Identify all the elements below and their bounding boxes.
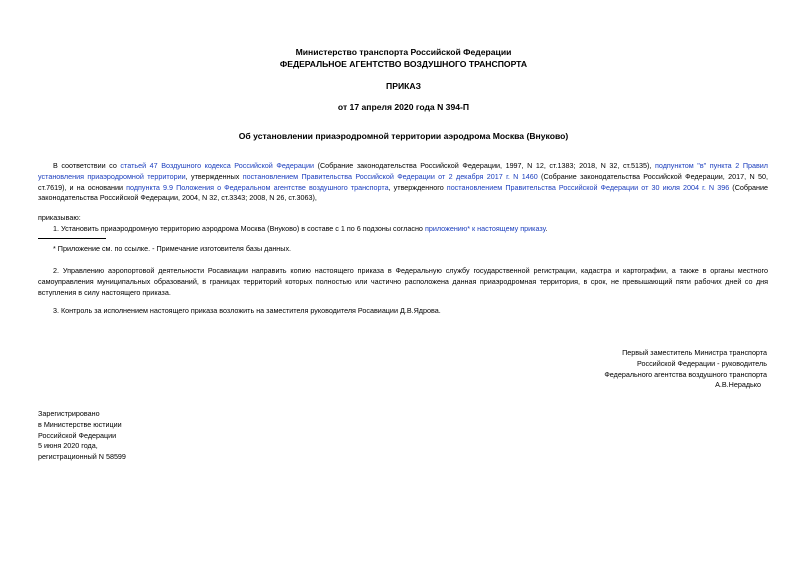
preamble-text: (Собрание законодательства Российской Федерации, 2004, N 32, ст.3343; 2008, N 26, ст.3063),	[38, 182, 768, 203]
preamble-text: , утвержденных	[185, 171, 243, 181]
item-2: 2. Управлению аэропортовой деятельности Росавиации направить копию настоящего приказа в Федеральную службу государственной регистрации, кадастра и картографии, а также в органы местного самоуправления муниципальных образований, в границах территорий которых полностью или частично расположена данная приаэродромная территория, в срок, не превышающий пяти рабочих дней со дня вступления в силу настоящего приказа.	[38, 266, 768, 297]
link-decree-1460[interactable]: постановлением Правительства Российской Федерации от 2 декабря 2017 г. N 1460	[242, 171, 538, 181]
signature-name: А.В.Нерадько	[715, 380, 761, 390]
registration-line-5: регистрационный N 58599	[38, 452, 126, 462]
doc-type: ПРИКАЗ	[386, 81, 421, 91]
signature-block	[507, 348, 767, 391]
preamble-text: В соответствии со	[53, 161, 121, 170]
item-3: 3. Контроль за исполнением настоящего приказа возложить на заместителя руководителя Росавиации Д.В.Ядрова.	[53, 306, 441, 315]
item-1	[38, 224, 768, 235]
signature-line-2: Российской Федерации - руководитель	[637, 358, 767, 368]
footnote: * Приложение см. по ссылке. - Примечание изготовителя базы данных.	[53, 244, 292, 253]
preamble-text: (Собрание законодательства Российской Федерации, 2017, N 50, ст.7619), и на основании	[38, 171, 769, 192]
preamble-text: (Собрание законодательства Российской Федерации, 1997, N 12, ст.1383; 2018, N 32, ст.5135),	[314, 161, 655, 170]
item-1-end: .	[545, 224, 548, 233]
link-regulation-9-9[interactable]: подпункта 9.9 Положения о Федеральном агентстве воздушного транспорта	[126, 182, 389, 192]
registration-line-3: Российской Федерации	[38, 430, 117, 440]
item-1-text: 1. Установить приаэродромную территорию аэродрома Москва (Внуково) в составе с 1 по 6 подзоны согласно	[53, 224, 425, 233]
link-decree-396[interactable]: постановлением Правительства Российской Федерации от 30 июля 2004 г. N 396	[446, 182, 730, 192]
signature-line-1: Первый заместитель Министра транспорта	[622, 348, 767, 357]
date-number: от 17 апреля 2020 года N 394-П	[337, 102, 470, 112]
registration-line-1: Зарегистрировано	[38, 409, 100, 418]
footnote-separator	[38, 238, 106, 239]
preamble	[38, 161, 768, 204]
link-appendix[interactable]: приложению* к настоящему приказу	[424, 224, 546, 233]
agency-heading: ФЕДЕРАЛЬНОЕ АГЕНТСТВО ВОЗДУШНОГО ТРАНСПОРТА	[279, 59, 528, 69]
registration-block	[38, 409, 126, 463]
doc-title: Об установлении приаэродромной территории аэродрома Москва (Внуково)	[238, 131, 569, 141]
ministry-heading: Министерство транспорта Российской Федерации	[295, 47, 512, 57]
signature-line-3: Федерального агентства воздушного транспорта	[604, 369, 767, 379]
link-air-code-art47[interactable]: статьей 47 Воздушного кодекса Российской Федерации	[120, 161, 315, 170]
preamble-text: , утвержденного	[388, 182, 447, 192]
registration-line-4: 5 июня 2020 года,	[38, 441, 98, 451]
registration-line-2: в Министерстве юстиции	[38, 419, 122, 429]
link-rules-subparagraph[interactable]: подпунктом "в" пункта 2 Правил установления приаэродромной территории	[38, 161, 769, 181]
order-word: приказываю:	[38, 213, 81, 222]
